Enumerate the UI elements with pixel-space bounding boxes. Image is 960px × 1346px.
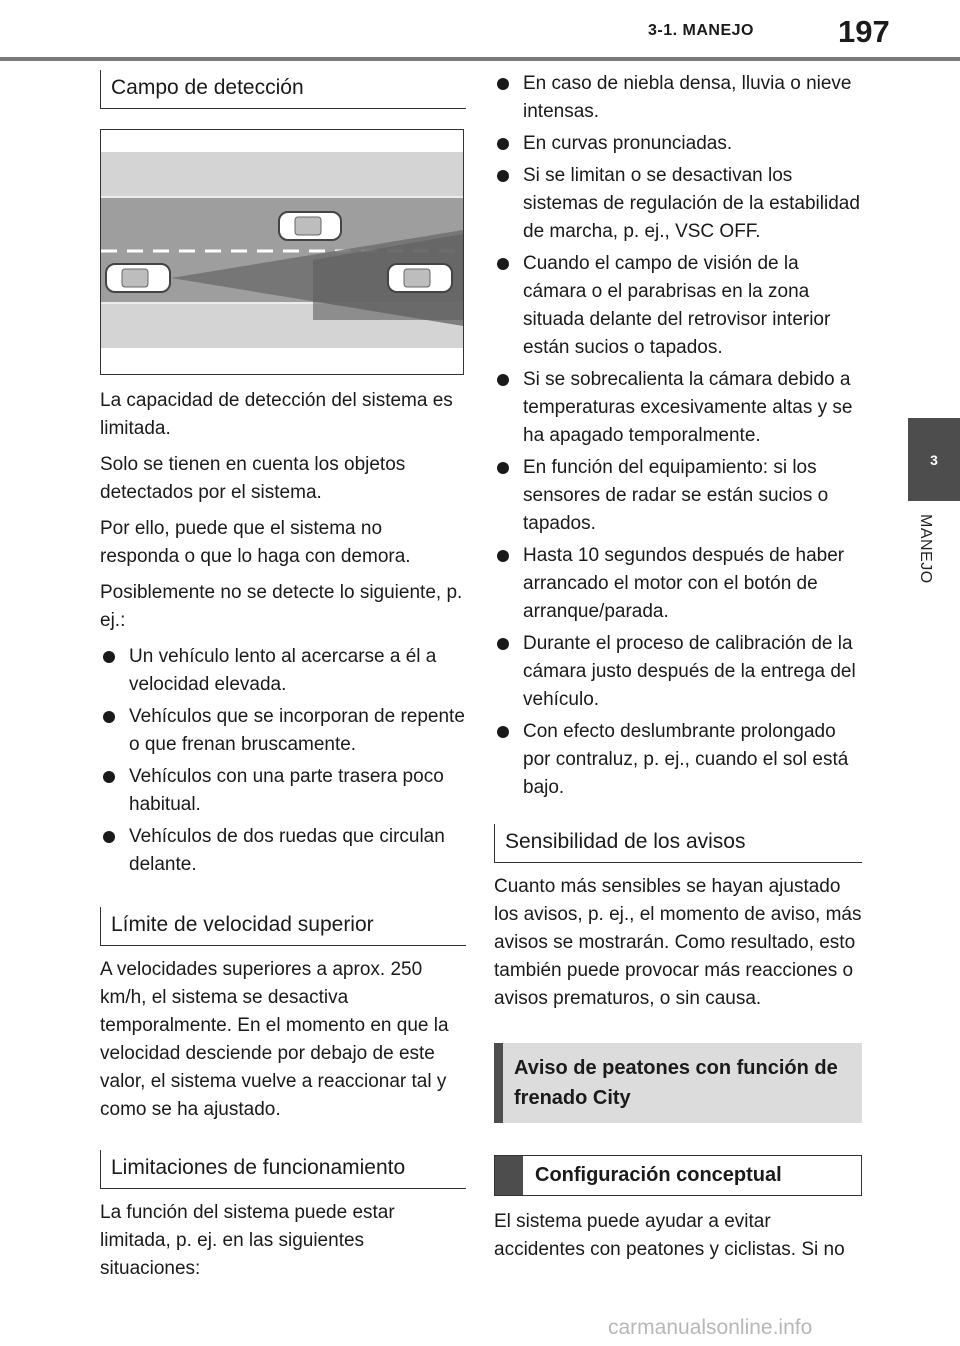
- chapter-label: MANEJO: [917, 514, 934, 584]
- list-item: Durante el proceso de calibración de la cámara justo después de la entrega del vehículo.: [494, 630, 862, 714]
- paragraph: El sistema puede ayudar a evitar accidentes con peatones y ciclistas. Si no: [494, 1211, 845, 1260]
- list-item: Un vehículo lento al acercarse a él a velocidad elevada.: [100, 643, 466, 699]
- sensitivity-heading: Sensibilidad de los avisos: [494, 824, 862, 863]
- paragraph: La función del sistema puede estar limitada, p. ej. en las siguientes situaciones:: [100, 1202, 395, 1279]
- detection-bullet-list: [100, 643, 466, 879]
- list-item: Con efecto deslumbrante prolongado por contraluz, p. ej., cuando el sol está bajo.: [494, 718, 862, 802]
- list-item: Hasta 10 segundos después de haber arrancado el motor con el botón de arranque/parada.: [494, 542, 862, 626]
- limitations-bullet-list: [494, 70, 862, 802]
- right-column: [494, 70, 862, 1272]
- list-item: Vehículos que se incorporan de repente o que frenan bruscamente.: [100, 703, 466, 759]
- car-front-same-lane: [388, 264, 452, 292]
- road-diagram: [101, 130, 463, 374]
- header-rule: [0, 57, 960, 61]
- paragraph: Cuanto más sensibles se hayan ajustado los avisos, p. ej., el momento de aviso, más avisos se mostrarán. Como resultado, esto también puede provocar más reacciones o avisos prematuros, o sin causa.: [494, 876, 862, 1009]
- chapter-number: 3: [930, 451, 938, 468]
- detection-field-illustration: [100, 129, 464, 375]
- detection-heading: Campo de detección: [100, 70, 466, 109]
- car-ego: [106, 264, 170, 292]
- section-label: 3-1. MANEJO: [648, 22, 754, 39]
- watermark: carmanualsonline.info: [608, 1316, 813, 1339]
- page-number: 197: [838, 14, 890, 49]
- list-item: En caso de niebla densa, lluvia o nieve intensas.: [494, 70, 862, 126]
- limitations-heading: Limitaciones de funcionamiento: [100, 1150, 466, 1189]
- list-item: En curvas pronunciadas.: [494, 130, 862, 158]
- paragraph: Posiblemente no se detecte lo siguiente, p. ej.:: [100, 582, 463, 631]
- paragraph: A velocidades superiores a aprox. 250 km/h, el sistema se desactiva temporalmente. En el momento en que la velocidad desciende por debajo de este valor, el sistema vuelve a reaccionar tal y como se ha ajustado.: [100, 959, 449, 1120]
- concept-heading: Configuración conceptual: [494, 1155, 862, 1196]
- list-item: Vehículos de dos ruedas que circulan delante.: [100, 823, 466, 879]
- list-item: Cuando el campo de visión de la cámara o el parabrisas en la zona situada delante del retrovisor interior están sucios o tapados.: [494, 250, 862, 362]
- list-item: En función del equipamiento: si los sensores de radar se están sucios o tapados.: [494, 454, 862, 538]
- list-item: Si se limitan o se desactivan los sistemas de regulación de la estabilidad de marcha, p. ej., VSC OFF.: [494, 162, 862, 246]
- paragraph: Por ello, puede que el sistema no responda o que lo haga con demora.: [100, 518, 411, 567]
- paragraph: Solo se tienen en cuenta los objetos detectados por el sistema.: [100, 454, 406, 503]
- paragraph: La capacidad de detección del sistema es limitada.: [100, 390, 453, 439]
- left-column: [100, 70, 466, 1291]
- list-item: Si se sobrecalienta la cámara debido a temperaturas excesivamente altas y se ha apagado temporalmente.: [494, 366, 862, 450]
- list-item: Vehículos con una parte trasera poco habitual.: [100, 763, 466, 819]
- chapter-tab[interactable]: [908, 418, 960, 501]
- speed-limit-heading: Límite de velocidad superior: [100, 907, 466, 946]
- car-front-left-lane: [279, 212, 341, 240]
- pedestrian-warning-heading: Aviso de peatones con función de frenado City: [494, 1043, 862, 1123]
